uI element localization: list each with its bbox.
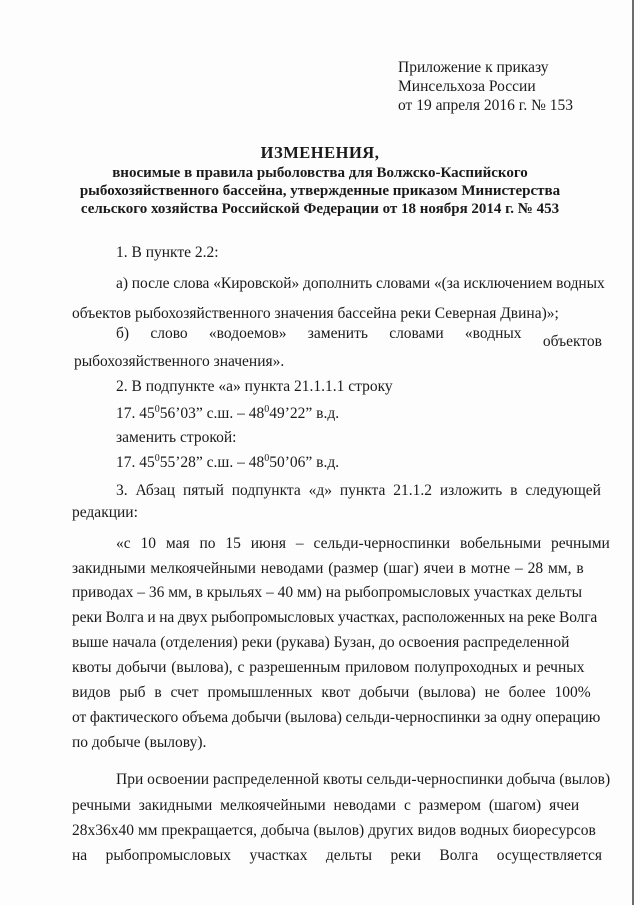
word: участках [249, 847, 308, 864]
paragraph-2a-line-2: объектов рыбохозяйственного значения бассейна реки Северная Двина)»; [72, 305, 559, 322]
word: на [72, 847, 88, 864]
title-heading: ИЗМЕНЕНИЯ, [260, 143, 380, 162]
coord-part: 55’28” с.ш. – 48 [159, 454, 265, 471]
paragraph-3-line-2: редакции: [72, 504, 138, 521]
quote-line: реки Волга и на двух рыбопромысловых участках, расположенных на реке Волга [72, 609, 598, 626]
word: Волга [439, 847, 479, 864]
paragraph-2a-line-1: а) после слова «Кировской» дополнить словами «(за исключением водных [116, 275, 605, 292]
word: объектов [542, 333, 602, 350]
annex-line: Приложение к приказу [398, 59, 549, 76]
quote-line: выше начала (отделения) реки (рукава) Бузан, до освоения распределенной [72, 634, 570, 651]
title-line: рыбохозяйственного бассейна, утвержденные приказом Министерства [79, 183, 561, 199]
word: б) [116, 325, 130, 342]
quote-line: по добыче (вылову). [72, 734, 207, 751]
degree-sup: 0 [264, 404, 270, 415]
paragraph-4-line: речными закидными мелкоячейными неводами с размером (шагом) ячеи [72, 797, 580, 814]
title-line: сельского хозяйства Российской Федерации от 18 ноября 2014 г. № 453 [80, 201, 560, 217]
paragraph-2b-line-2: рыбохозяйственного значения». [74, 353, 285, 370]
quote-line: «с 10 мая по 15 июня – сельди-черноспинки вобельными речными [116, 535, 610, 552]
title-line: вносимые в правила рыболовства для Волжско-Каспийского [112, 165, 528, 181]
word: дельты [325, 847, 373, 864]
quote-line: квоты добычи (вылова), с разрешенным приловом полупроходных и речных [72, 659, 585, 676]
quote-line: видов рыб в счет промышленных квот добычи (вылова) не более 100% [72, 684, 591, 701]
paragraph-1: 1. В пункте 2.2: [116, 244, 219, 261]
annex-line: Минсельхоза России [398, 78, 536, 95]
word: заменить [307, 325, 368, 342]
paragraph-4-line: 28х36х40 мм прекращается, добыча (вылов) других видов водных биоресурсов [72, 822, 596, 839]
coordinate-new [116, 454, 339, 472]
page-edge-line [632, 0, 634, 905]
document-title [60, 144, 580, 218]
paragraph-4-line: При освоении распределенной квоты сельди-черноспинки добыча (вылов) [116, 771, 611, 788]
quote-line: от фактического объема добычи (вылова) сельди-черноспинки за одну операцию [72, 709, 601, 726]
word: рыбопромысловых [105, 847, 231, 864]
coord-part: 49’22” в.д. [269, 405, 340, 422]
paragraph-4-line-justified [72, 847, 602, 865]
coord-part: 17. 45 [116, 454, 155, 471]
word: «водных [464, 325, 522, 342]
paragraph-3-line-1: 3. Абзац пятый подпункта «д» пункта 21.1.2 изложить в следующей [116, 482, 601, 499]
coordinate-old [116, 405, 339, 423]
quote-line: приводах – 36 мм, в крыльях – 40 мм) на рыбопромысловых участках дельты [72, 584, 583, 601]
word: реки [390, 847, 421, 864]
paragraph-2: 2. В подпункте «а» пункта 21.1.1.1 строку [116, 378, 393, 395]
coord-part: 56’03” с.ш. – 48 [159, 405, 265, 422]
degree-sup: 0 [154, 404, 160, 415]
quote-line: закидными мелкоячейными неводами (размер (шаг) ячеи в мотне – 28 мм, в [72, 560, 584, 577]
coord-part: 17. 45 [116, 405, 155, 422]
word: слово [150, 325, 188, 342]
coord-part: 50’06” в.д. [269, 454, 340, 471]
degree-sup: 0 [264, 453, 270, 464]
word: осуществляется [496, 847, 602, 864]
paragraph-2b-line-1 [116, 325, 602, 350]
annex-reference [398, 58, 573, 115]
replace-phrase: заменить строкой: [116, 429, 237, 446]
word: «водоемов» [208, 325, 287, 342]
annex-line: от 19 апреля 2016 г. № 153 [398, 97, 574, 114]
word: словами [389, 325, 444, 342]
degree-sup: 0 [154, 453, 160, 464]
